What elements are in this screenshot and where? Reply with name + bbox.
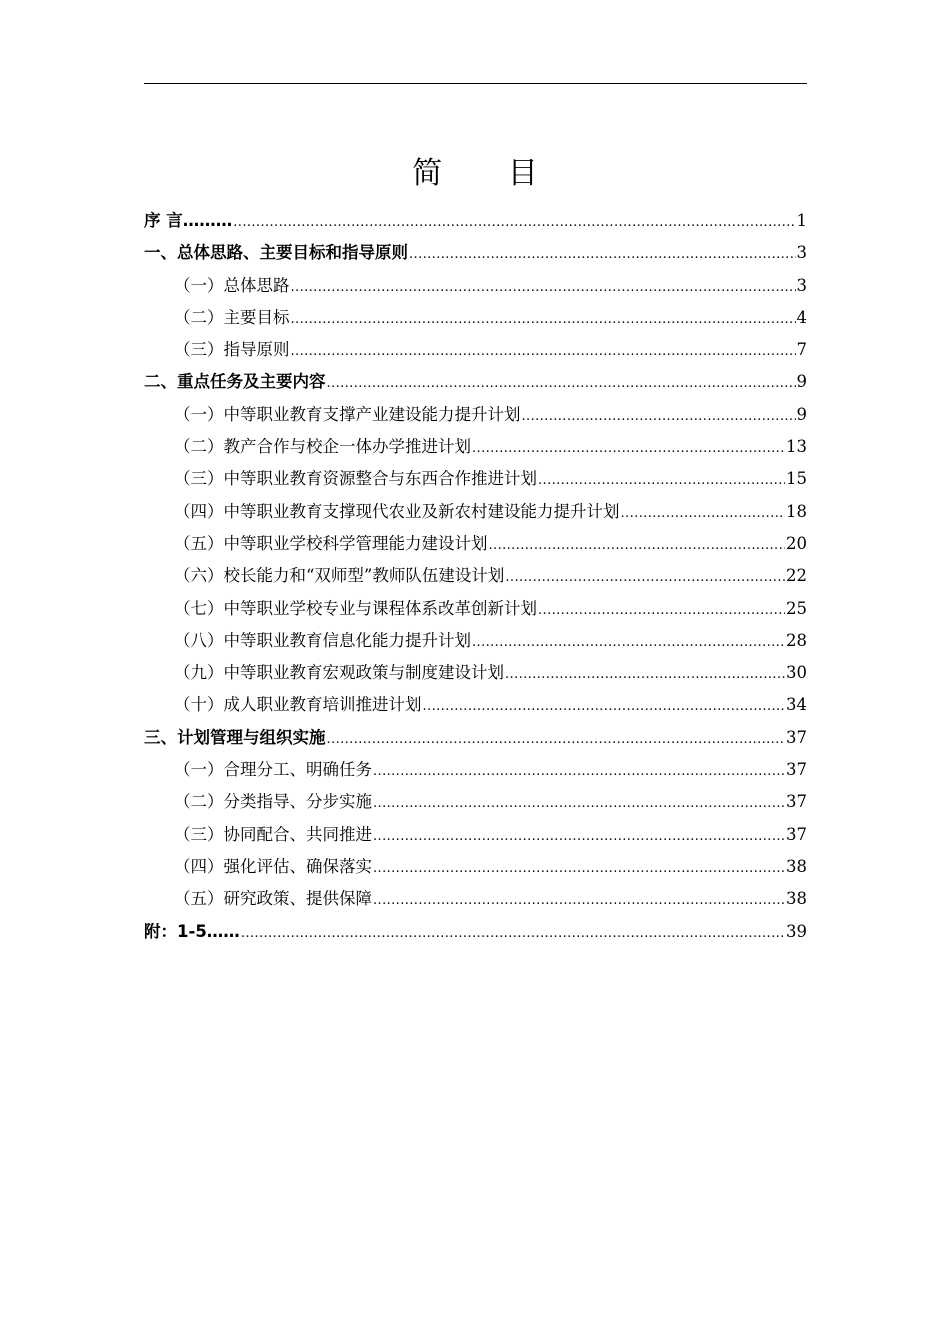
toc-entry-label: （九）中等职业教育宏观政策与制度建设计划 — [174, 663, 504, 683]
toc-entry[interactable] — [144, 465, 807, 497]
toc-entry-page: 39 — [786, 921, 807, 941]
toc-entry-page: 37 — [786, 760, 807, 780]
toc-entry[interactable] — [144, 433, 807, 465]
toc-dot-leader — [373, 760, 785, 779]
toc-entry[interactable] — [144, 498, 807, 530]
toc-entry-page: 37 — [786, 792, 807, 812]
toc-entry-page: 15 — [786, 469, 807, 489]
toc-entry[interactable] — [144, 821, 807, 853]
toc-dot-leader — [291, 340, 796, 359]
toc-entry-label: 一、总体思路、主要目标和指导原则 — [144, 243, 408, 263]
toc-entry-label: （三）指导原则 — [174, 340, 290, 360]
toc-entry-page: 34 — [786, 695, 807, 715]
toc-entry[interactable] — [144, 304, 807, 336]
toc-entry-page: 30 — [786, 663, 807, 683]
toc-entry-page: 20 — [786, 533, 807, 553]
toc-dot-leader — [409, 243, 796, 262]
toc-entry[interactable] — [144, 885, 807, 917]
toc-dot-leader — [423, 695, 786, 714]
header-rule — [144, 83, 807, 84]
toc-dot-leader — [233, 211, 795, 230]
toc-entry-label: 序 言……… — [144, 211, 233, 230]
toc-entry-page: 7 — [796, 340, 807, 360]
toc-entry[interactable] — [144, 530, 807, 562]
toc-entry-label: （七）中等职业学校专业与课程体系改革创新计划 — [174, 598, 537, 618]
toc-entry-page: 37 — [786, 727, 807, 747]
toc-entry-label: （一）合理分工、明确任务 — [174, 760, 372, 780]
toc-entry-label: （一）总体思路 — [174, 275, 290, 295]
toc-entry[interactable] — [144, 401, 807, 433]
toc-entry-page: 22 — [786, 566, 807, 586]
toc-entry-label: （二）教产合作与校企一体办学推进计划 — [174, 437, 471, 457]
toc-dot-leader — [373, 825, 785, 844]
toc-entry[interactable] — [144, 756, 807, 788]
toc-entry-label: 附：1-5…… — [144, 921, 240, 941]
toc-entry-label: 三、计划管理与组织实施 — [144, 727, 326, 747]
toc-entry[interactable] — [144, 272, 807, 304]
toc-entry-label: 二、重点任务及主要内容 — [144, 372, 326, 392]
toc-dot-leader — [472, 631, 785, 650]
toc-entry-label: （四）强化评估、确保落实 — [174, 856, 372, 876]
toc-entry[interactable] — [144, 207, 807, 239]
toc-dot-leader — [505, 663, 785, 682]
toc-entry-page: 37 — [786, 824, 807, 844]
toc-entry[interactable] — [144, 724, 807, 756]
toc-entry-label: （八）中等职业教育信息化能力提升计划 — [174, 630, 471, 650]
toc-entry[interactable] — [144, 918, 807, 950]
toc-entry-label: （三）中等职业教育资源整合与东西合作推进计划 — [174, 469, 537, 489]
toc-title: 简 目 — [412, 156, 566, 191]
toc-entry-page: 18 — [786, 501, 807, 521]
toc-dot-leader — [373, 857, 785, 876]
toc-dot-leader — [327, 372, 796, 391]
toc-entry-page: 25 — [786, 598, 807, 618]
toc-entry-label: （一）中等职业教育支撑产业建设能力提升计划 — [174, 404, 521, 424]
toc-dot-leader — [241, 922, 785, 941]
toc-entry[interactable] — [144, 691, 807, 723]
toc-entry-page: 1 — [796, 211, 807, 230]
toc-entry[interactable] — [144, 595, 807, 627]
toc-entry[interactable] — [144, 853, 807, 885]
toc-dot-leader — [373, 889, 785, 908]
toc-entry-label: （二）主要目标 — [174, 307, 290, 327]
toc-entry-page: 38 — [786, 856, 807, 876]
toc-entry-page: 13 — [786, 437, 807, 457]
toc-entry-page: 9 — [796, 372, 807, 392]
toc-dot-leader — [538, 469, 785, 488]
toc-entry-label: （四）中等职业教育支撑现代农业及新农村建设能力提升计划 — [174, 501, 620, 521]
toc-dot-leader — [522, 405, 796, 424]
toc-dot-leader — [291, 276, 796, 295]
toc-dot-leader — [621, 502, 786, 521]
toc-entry-label: （六）校长能力和“双师型”教师队伍建设计划 — [174, 566, 505, 586]
toc-entry-label: （十）成人职业教育培训推进计划 — [174, 695, 422, 715]
toc-entry[interactable] — [144, 788, 807, 820]
toc-entry[interactable] — [144, 627, 807, 659]
toc-entry-label: （三）协同配合、共同推进 — [174, 824, 372, 844]
toc-dot-leader — [538, 599, 785, 618]
toc-entry-label: （五）中等职业学校科学管理能力建设计划 — [174, 533, 488, 553]
toc-entry-label: （二）分类指导、分步实施 — [174, 792, 372, 812]
toc-entry-page: 4 — [796, 307, 807, 327]
toc-entry-label: （五）研究政策、提供保障 — [174, 889, 372, 909]
toc-entry-page: 38 — [786, 889, 807, 909]
toc-entry[interactable] — [144, 239, 807, 271]
toc-dot-leader — [327, 728, 786, 747]
toc-entry-page: 9 — [796, 404, 807, 424]
toc-dot-leader — [472, 437, 785, 456]
toc-entry-page: 28 — [786, 630, 807, 650]
toc-entry[interactable] — [144, 368, 807, 400]
toc-entry-page: 3 — [796, 243, 807, 263]
toc-dot-leader — [291, 308, 796, 327]
toc-entry[interactable] — [144, 562, 807, 594]
toc-dot-leader — [489, 534, 786, 553]
toc-entry[interactable] — [144, 336, 807, 368]
table-of-contents — [144, 207, 807, 950]
toc-dot-leader — [373, 792, 785, 811]
toc-entry-page: 3 — [796, 275, 807, 295]
toc-dot-leader — [505, 566, 785, 585]
toc-entry[interactable] — [144, 659, 807, 691]
